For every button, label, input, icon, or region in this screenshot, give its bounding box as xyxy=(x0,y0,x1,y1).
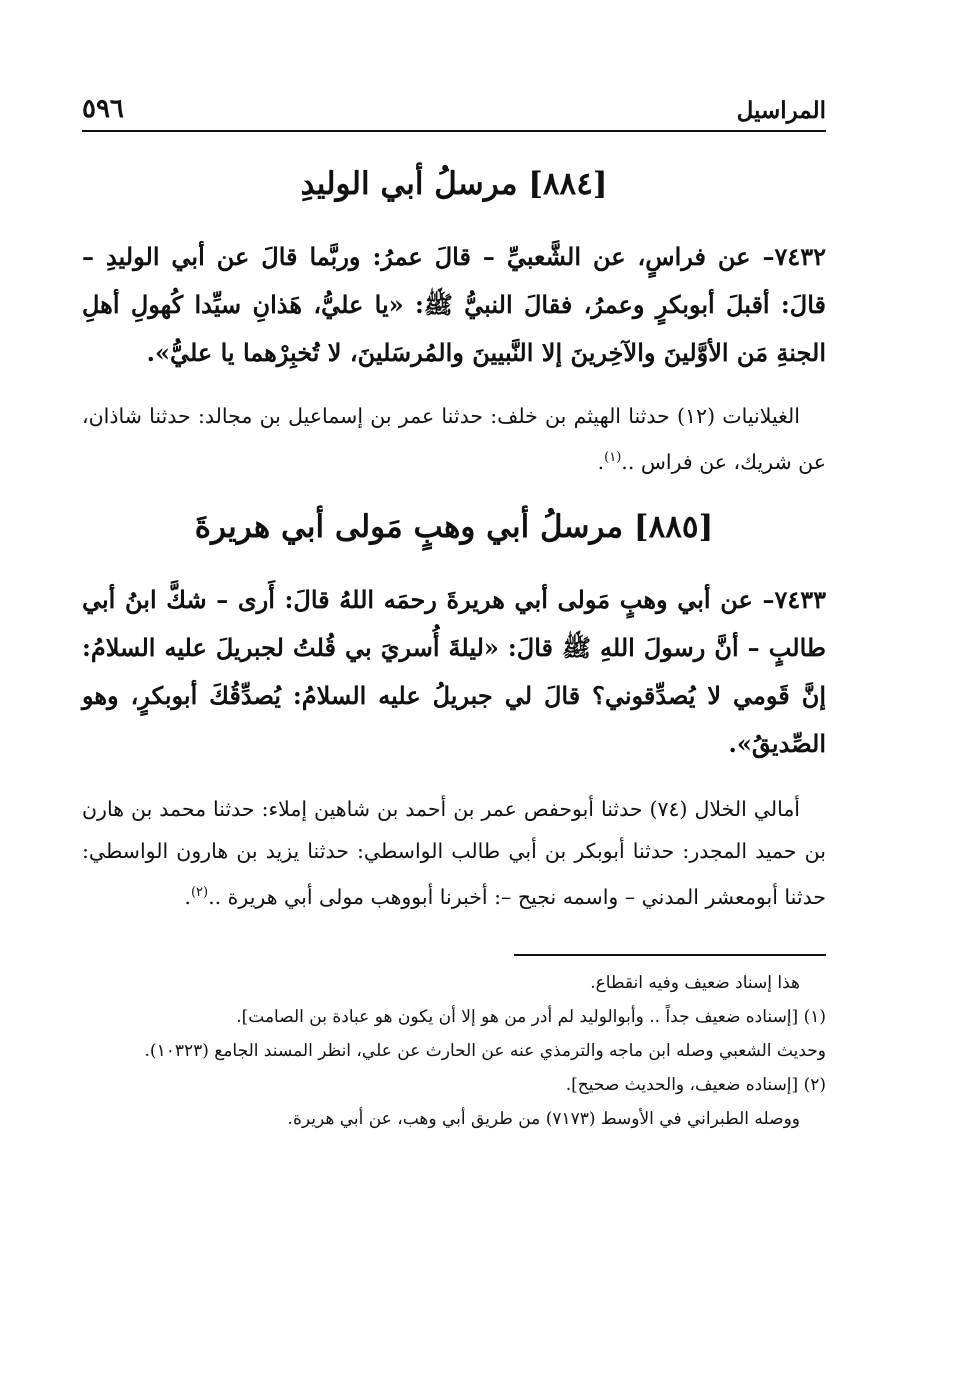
source-text: أمالي الخلال (٧٤) حدثنا أبوحفص عمر بن أحمد بن شاهين إملاء: حدثنا محمد بن هارن بن حميد المجدر: حدثنا أبوبكر بن أبي طالب الواسطي: حدثنا يزيد بن هارون الواسطي: حدثنا أبومعشر المدني – واسمه نجيح –: أخبرنا أبووهب مولى أبي هريرة .. xyxy=(82,797,826,910)
footnote-line xyxy=(82,1102,826,1136)
footnote-number: (٢) xyxy=(803,1075,826,1096)
running-header xyxy=(82,88,826,132)
footnote-line xyxy=(82,1000,826,1034)
section-title-884: [٨٨٤] مرسلُ أبي الوليدِ xyxy=(300,166,608,202)
source-text: الغيلانيات (١٢) حدثنا الهيثم بن خلف: حدثنا عمر بن إسماعيل بن مجالد: حدثنا شاذان، عن شريك، عن فراس .. xyxy=(82,404,826,475)
footnote-text: هذا إسناد ضعيف وفيه انقطاع. xyxy=(590,973,800,994)
document-page xyxy=(82,88,826,1136)
page-number: ٥٩٦ xyxy=(82,94,124,124)
hadith-7433 xyxy=(82,576,826,768)
footnote-ref[interactable]: (١) xyxy=(604,450,622,466)
footnote-ref[interactable]: (٢) xyxy=(190,885,209,901)
footnotes xyxy=(82,966,826,1136)
hadith-7432 xyxy=(82,233,826,377)
section-title-885: [٨٨٥] مرسلُ أبي وهبٍ مَولى أبي هريرةَ xyxy=(194,509,714,546)
footnote-line xyxy=(82,1068,826,1102)
footnote-number: (١) xyxy=(803,1007,826,1028)
hadith-number: ٧٤٣٣ xyxy=(774,585,826,615)
footnote-divider xyxy=(514,954,826,956)
hadith-number: ٧٤٣٢ xyxy=(774,242,826,272)
book-title: المراسيل xyxy=(736,97,826,124)
source-7433: أمالي الخلال (٧٤) حدثنا أبوحفص عمر بن أحمد بن شاهين إملاء: حدثنا محمد بن هارن بن حميد المجدر: حدثنا أبوبكر بن أبي طالب الواسطي: حدثنا يزيد بن هارون الواسطي: حدثنا أبومعشر المدني – واسمه نجيح –: أخبرنا أبووهب مولى أبي هريرة ..$^{(٢)}$. xyxy=(82,797,826,910)
footnote-text: [إسناده ضعيف جداً .. وأبوالوليد لم أدر من هو إلا أن يكون هو عبادة بن الصامت]. xyxy=(236,1007,799,1028)
footnote-text: ووصله الطبراني في الأوسط (٧١٧٣) من طريق أبي وهب، عن أبي هريرة. xyxy=(287,1109,800,1130)
source-7432: الغيلانيات (١٢) حدثنا الهيثم بن خلف: حدثنا عمر بن إسماعيل بن مجالد: حدثنا شاذان، عن شريك، عن فراس ..$^{(١)}$. xyxy=(82,404,826,475)
hadith-text: – عن فراسٍ، عن الشَّعبيِّ – قالَ عمرُ: وربَّما قالَ عن أبي الوليدِ – قالَ: أقبلَ أبوبكرٍ وعمرُ، فقالَ النبيُّ ﷺ: «يا عليُّ، هَذانِ سيِّدا كُهولِ أهلِ الجنةِ مَن الأوَّلينَ والآخِرينَ إلا النَّبيينَ والمُرسَلينَ، لا تُخبِرْهما يا عليُّ». xyxy=(82,242,826,368)
footnote-text: [إسناده ضعيف، والحديث صحيح]. xyxy=(565,1075,799,1096)
footnote-text: وحديث الشعبي وصله ابن ماجه والترمذي عنه عن الحارث عن علي، انظر المسند الجامع (١٠٣٢٣). xyxy=(144,1041,826,1062)
footnote-line xyxy=(82,966,826,1000)
hadith-text: – عن أبي وهبٍ مَولى أبي هريرةَ رحمَه اللهُ قالَ: أَرى – شكَّ ابنُ أبي طالبٍ – أنَّ رسولَ اللهِ ﷺ قالَ: «ليلةَ أُسريَ بي قُلتُ لجبريلَ عليه السلامُ: إنَّ قَومي لا يُصدِّقوني؟ قالَ لي جبريلُ عليه السلامُ: يُصدِّقُكَ أبوبكرٍ، وهو الصِّديقُ». xyxy=(82,585,826,759)
footnote-line xyxy=(82,1034,826,1068)
